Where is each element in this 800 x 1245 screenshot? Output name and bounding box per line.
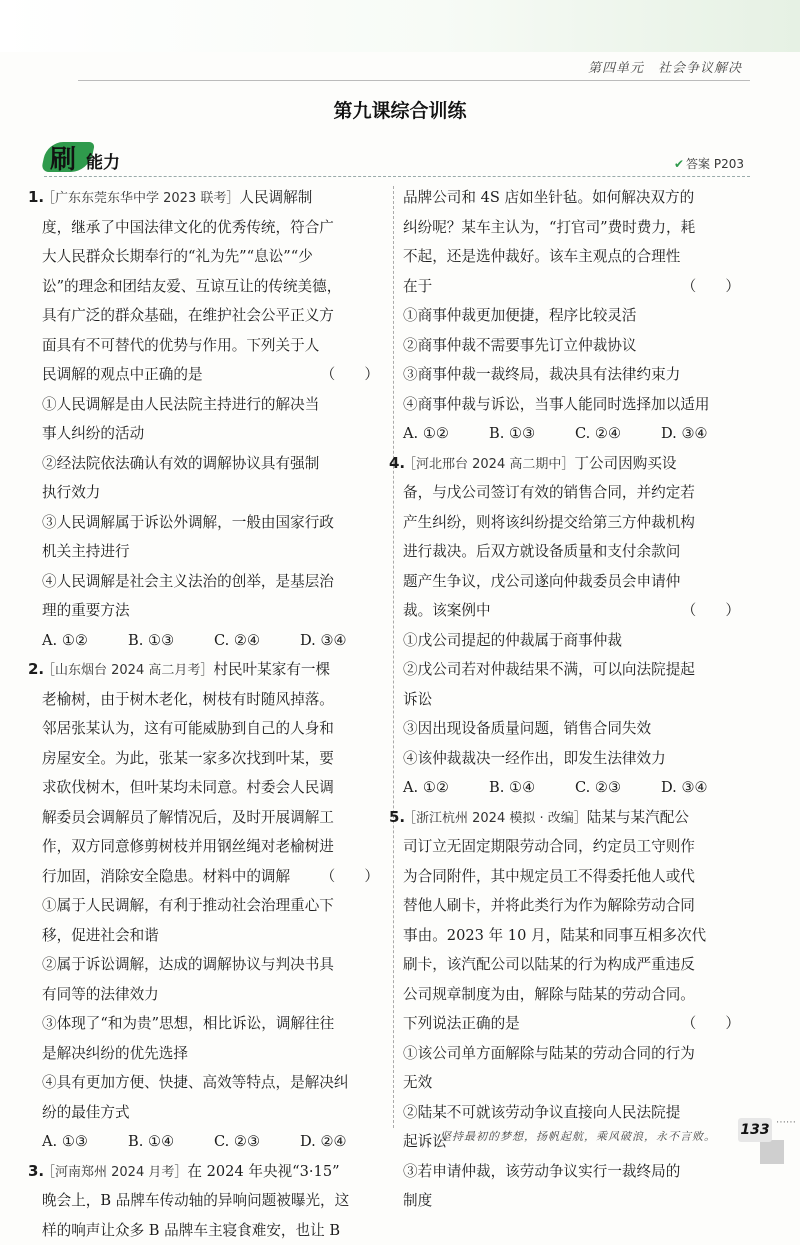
stem-text: 不起，还是选仲裁好。该车主观点的合理性 <box>403 248 680 265</box>
stem-line <box>42 1216 387 1245</box>
statement-line: ③体现了“和为贵”思想，相比诉讼，调解往往 <box>42 1009 387 1039</box>
stem-line <box>42 1186 387 1216</box>
statement-line: ④商事仲裁与诉讼，当事人能同时选择加以适用 <box>403 390 748 420</box>
stem-text: 在 2024 年央视“3·15” <box>187 1163 339 1180</box>
option: A. ①③ <box>42 1127 128 1157</box>
question-number: 5. <box>389 803 405 833</box>
source-tag: ［浙江杭州 2024 模拟 · 改编］ <box>403 811 587 826</box>
question <box>403 183 748 449</box>
answer-blank: （ ） <box>321 360 379 390</box>
stem-line <box>403 508 748 538</box>
option: B. ①③ <box>489 419 575 449</box>
stem-line <box>42 862 387 892</box>
statement-line: ③商事仲裁一裁终局，裁决具有法律约束力 <box>403 360 748 390</box>
footer-dots: ⋯⋯ <box>776 1117 796 1128</box>
stem-line <box>403 567 748 597</box>
stem-text: 刷卡，该汽配公司以陆某的行为构成严重违反 <box>403 956 695 973</box>
statement-line: ①戊公司提起的仲裁属于商事仲裁 <box>403 626 748 656</box>
unit-header: 第四单元 社会争议解决 <box>588 57 742 76</box>
statement-line: 无效 <box>403 1068 748 1098</box>
statement-line: ②属于诉讼调解，达成的调解协议与判决书具 <box>42 950 387 980</box>
stem-line <box>403 950 748 980</box>
question-number: 4. <box>389 449 405 479</box>
stem-line <box>42 1157 387 1187</box>
stem-text: 纠纷呢？某车主认为，“打官司”费时费力，耗 <box>403 219 695 236</box>
option: D. ③④ <box>661 419 747 449</box>
section-divider <box>44 176 750 177</box>
statement-line: 制度 <box>403 1186 748 1216</box>
stem-text: 样的响声让众多 B 品牌车主寝食难安，也让 B <box>42 1222 340 1239</box>
question <box>42 655 387 1157</box>
stem-line <box>42 714 387 744</box>
stem-text: 邻居张某认为，这有可能威胁到自己的人身和 <box>42 720 334 737</box>
stem-line <box>42 331 387 361</box>
stem-text: 作，双方同意修剪树枝并用钢丝绳对老榆树进 <box>42 838 334 855</box>
stem-line <box>42 803 387 833</box>
statement-line: ①商事仲裁更加便捷，程序比较灵活 <box>403 301 748 331</box>
option: D. ③④ <box>661 773 747 803</box>
stem-line <box>42 832 387 862</box>
stem-line <box>42 242 387 272</box>
answer-ref-text: 答案 P203 <box>686 157 744 171</box>
question <box>403 803 748 1216</box>
stem-text: 具有广泛的群众基础，在维护社会公平正义方 <box>42 307 334 324</box>
question-number: 3. <box>28 1157 44 1187</box>
stem-text: 度，继承了中国法律文化的优秀传统，符合广 <box>42 219 334 236</box>
page-title: 第九课综合训练 <box>0 96 800 123</box>
option: B. ①④ <box>489 773 575 803</box>
answer-blank: （ ） <box>682 272 740 302</box>
statement-line: ④该仲裁裁决一经作出，即发生法律效力 <box>403 744 748 774</box>
checkmark-icon: ✔ <box>674 157 684 171</box>
stem-line <box>42 685 387 715</box>
option: A. ①② <box>403 419 489 449</box>
stem-line <box>403 213 748 243</box>
stem-line <box>42 213 387 243</box>
statement-line: ③人民调解属于诉讼外调解，一般由国家行政 <box>42 508 387 538</box>
stem-text: 在于 <box>403 278 432 295</box>
statement-line: ①属于人民调解，有利于推动社会治理重心下 <box>42 891 387 921</box>
stem-line <box>403 537 748 567</box>
stem-text: 司订立无固定期限劳动合同，约定员工守则作 <box>403 838 695 855</box>
header-rule <box>78 80 750 81</box>
question <box>42 183 387 655</box>
statement-line: 理的重要方法 <box>42 596 387 626</box>
stem-line <box>403 596 748 626</box>
stem-text: 村民叶某家有一棵 <box>213 661 330 678</box>
stem-text: 裁。该案例中 <box>403 602 491 619</box>
statement-line: ③若申请仲裁，该劳动争议实行一裁终局的 <box>403 1157 748 1187</box>
statement-line: 移，促进社会和谐 <box>42 921 387 951</box>
statement-line: ②商事仲裁不需要事先订立仲裁协议 <box>403 331 748 361</box>
question <box>403 449 748 803</box>
answer-options <box>403 773 748 803</box>
stem-line <box>403 449 748 479</box>
stem-line <box>403 891 748 921</box>
stem-text: 晚会上，B 品牌车传动轴的异响问题被曝光，这 <box>42 1192 349 1209</box>
stem-text: 求砍伐树木，但叶某均未同意。村委会人民调 <box>42 779 334 796</box>
statement-line: 纷的最佳方式 <box>42 1098 387 1128</box>
stem-text: 房屋安全。为此，张某一家多次找到叶某，要 <box>42 750 334 767</box>
statement-line: ③因出现设备质量问题，销售合同失效 <box>403 714 748 744</box>
source-tag: ［广东东莞东华中学 2023 联考］ <box>42 191 239 206</box>
stem-text: 进行裁决。后双方就设备质量和支付余款问 <box>403 543 680 560</box>
statement-line: ④人民调解是社会主义法治的创举，是基层治 <box>42 567 387 597</box>
answer-options <box>42 1127 387 1157</box>
stem-line <box>403 242 748 272</box>
stem-text: 大人民群众长期奉行的“礼为先”“息讼”“少 <box>42 248 313 265</box>
stem-line <box>403 478 748 508</box>
statement-line: 有同等的法律效力 <box>42 980 387 1010</box>
stem-line <box>42 655 387 685</box>
statement-line: 机关主持进行 <box>42 537 387 567</box>
stem-line <box>403 832 748 862</box>
stem-text: 陆某与某汽配公 <box>587 809 689 826</box>
stem-line <box>403 1009 748 1039</box>
stem-line <box>403 183 748 213</box>
statement-line: ②陆某不可就该劳动争议直接向人民法院提 <box>403 1098 748 1128</box>
option: A. ①② <box>42 626 128 656</box>
source-tag: ［山东烟台 2024 高二月考］ <box>42 663 213 678</box>
statement-line: 是解决纠纷的优先选择 <box>42 1039 387 1069</box>
footer-motto: 坚持最初的梦想，扬帆起航，乘风破浪，永不言败。 <box>440 1128 716 1144</box>
stem-text: 事由。2023 年 10 月，陆某和同事互相多次代 <box>403 927 706 944</box>
option: C. ②③ <box>575 773 661 803</box>
stem-line <box>42 272 387 302</box>
option: B. ①③ <box>128 626 214 656</box>
page-number: 133 <box>738 1118 772 1142</box>
stem-text: 民调解的观点中正确的是 <box>42 366 203 383</box>
stem-line <box>42 773 387 803</box>
stem-text: 行加固，消除安全隐患。材料中的调解 <box>42 868 290 885</box>
stem-text: 品牌公司和 4S 店如坐针毡。如何解决双方的 <box>403 189 694 206</box>
section-badge <box>44 138 184 174</box>
stem-line <box>42 744 387 774</box>
stem-text: 下列说法正确的是 <box>403 1015 520 1032</box>
statement-line: 诉讼 <box>403 685 748 715</box>
option: C. ②③ <box>214 1127 300 1157</box>
statement-line: ①人民调解是由人民法院主持进行的解决当 <box>42 390 387 420</box>
option: C. ②④ <box>214 626 300 656</box>
stem-text: 讼”的理念和团结友爱、互谅互让的传统美德， <box>42 278 341 295</box>
page-corner-decoration <box>760 1140 784 1164</box>
stem-line <box>403 921 748 951</box>
answer-blank: （ ） <box>682 596 740 626</box>
stem-line <box>403 803 748 833</box>
stem-line <box>403 980 748 1010</box>
question <box>42 1157 387 1245</box>
statement-line: ②戊公司若对仲裁结果不满，可以向法院提起 <box>403 655 748 685</box>
right-column <box>403 183 748 1216</box>
stem-line <box>403 862 748 892</box>
stem-text: 面具有不可替代的优势与作用。下列关于人 <box>42 337 319 354</box>
stem-text: 公司规章制度为由，解除与陆某的劳动合同。 <box>403 986 695 1003</box>
stem-text: 题产生争议，戊公司遂向仲裁委员会申请仲 <box>403 573 680 590</box>
statement-line: ④具有更加方便、快捷、高效等特点，是解决纠 <box>42 1068 387 1098</box>
stem-line <box>42 183 387 213</box>
stem-line <box>403 272 748 302</box>
source-tag: ［河北邢台 2024 高二期中］ <box>403 457 574 472</box>
source-tag: ［河南郑州 2024 月考］ <box>42 1165 187 1180</box>
section-char: 刷 <box>50 139 76 176</box>
answer-blank: （ ） <box>682 1009 740 1039</box>
statement-line: 事人纠纷的活动 <box>42 419 387 449</box>
statement-line: ①该公司单方面解除与陆某的劳动合同的行为 <box>403 1039 748 1069</box>
statement-line: ②经法院依法确认有效的调解协议具有强制 <box>42 449 387 479</box>
statement-line: 执行效力 <box>42 478 387 508</box>
option: D. ②④ <box>300 1127 386 1157</box>
stem-text: 备，与戊公司签订有效的销售合同，并约定若 <box>403 484 695 501</box>
stem-line <box>42 301 387 331</box>
stem-text: 为合同附件，其中规定员工不得委托他人或代 <box>403 868 695 885</box>
header-band <box>0 0 800 52</box>
stem-text: 解委员会调解员了解情况后，及时开展调解工 <box>42 809 334 826</box>
stem-text: 丁公司因购买设 <box>574 455 676 472</box>
answer-blank: （ ） <box>321 862 379 892</box>
option: B. ①④ <box>128 1127 214 1157</box>
stem-text: 替他人刷卡，并将此类行为作为解除劳动合同 <box>403 897 695 914</box>
statement-line: 起诉讼 <box>403 1127 748 1157</box>
question-number: 2. <box>28 655 44 685</box>
stem-text: 人民调解制 <box>239 189 312 206</box>
option: C. ②④ <box>575 419 661 449</box>
column-divider <box>393 186 394 1128</box>
stem-line <box>42 360 387 390</box>
answer-options <box>42 626 387 656</box>
answer-reference <box>674 155 744 172</box>
answer-options <box>403 419 748 449</box>
option: D. ③④ <box>300 626 386 656</box>
stem-text: 产生纠纷，则将该纠纷提交给第三方仲裁机构 <box>403 514 695 531</box>
question-number: 1. <box>28 183 44 213</box>
option: A. ①② <box>403 773 489 803</box>
section-label: 能力 <box>86 148 120 173</box>
left-column <box>42 183 387 1245</box>
stem-text: 老榆树，由于树木老化，树枝有时随风掉落。 <box>42 691 334 708</box>
